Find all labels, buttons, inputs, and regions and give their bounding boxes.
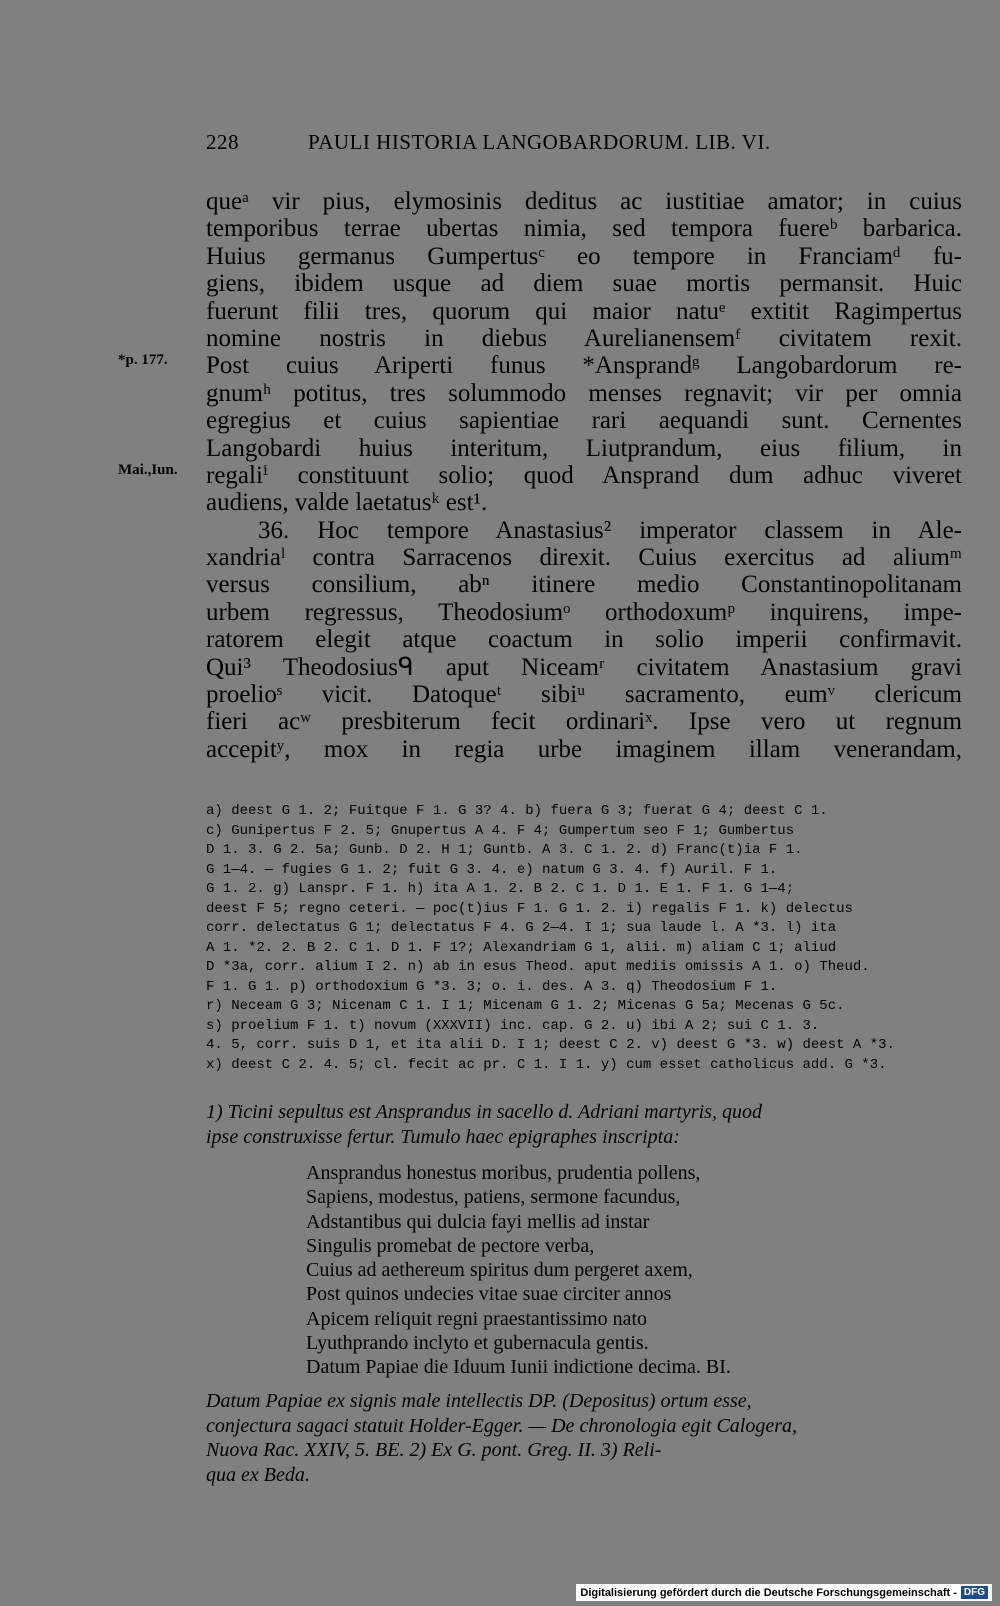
critical-apparatus (206, 802, 960, 1075)
text-line: 36. Hoc tempore Anastasius² imperator classem in Ale- (258, 516, 962, 544)
footnote-line: Datum Papiae ex signis male intellectis DP. (Depositus) ortum esse, (206, 1390, 752, 1412)
poem-line: Adstantibus qui dulcia fayi mellis ad instar (306, 1210, 650, 1233)
text-line: fieri acʷ presbiterum fecit ordinariˣ. Ipse vero ut regnum (206, 708, 962, 736)
footnote-line: 1) Ticini sepultus est Ansprandus in sacello d. Adriani martyris, quod (206, 1101, 762, 1123)
apparatus-line: D 1. 3. G 2. 5a; Gunb. D 2. H 1; Guntb. A 3. C 1. 2. d) Franc(t)ia F 1. (206, 842, 803, 858)
digitization-credit (576, 1584, 992, 1601)
text-line: giens, ibidem usque ad diem suae mortis permansit. Huic (206, 270, 962, 298)
apparatus-line: a) deest G 1. 2; Fuitque F 1. G 3? 4. b) fuera G 3; fuerat G 4; deest C 1. (206, 803, 828, 819)
poem-line: Cuius ad aethereum spiritus dum pergeret axem, (306, 1259, 693, 1282)
text-line: queᵃ vir pius, elymosinis deditus ac iustitiae amator; in cuius (206, 188, 962, 215)
apparatus-line: F 1. G 1. p) orthodoxium G *3. 3; o. i. des. A 3. q) Theodosium F 1. (206, 978, 778, 995)
text-line: Langobardi huius interitum, Liutprandum, eius filium, in (206, 434, 962, 462)
poem-line: Lyuthprando inclyto et gubernacula gentis. (306, 1332, 649, 1355)
poem-line: Post quinos undecies vitae suae circiter annos (306, 1283, 672, 1306)
apparatus-line: s) proelium F 1. t) novum (XXXVII) inc. cap. G 2. u) ibi A 2; sui C 1. 3. (206, 1017, 820, 1034)
apparatus-line: deest F 5; regno ceteri. — poc(t)ius F 1. G 1. 2. i) regalis F 1. k) delectus (206, 900, 853, 917)
poem-line: Ansprandus honestus moribus, prudentia pollens, (306, 1162, 701, 1184)
text-line: egregius et cuius sapientiae rari aequandi sunt. Cernentes (206, 407, 962, 435)
poem-line: Singulis promebat de pectore verba, (306, 1234, 595, 1257)
main-text (206, 188, 962, 763)
apparatus-line: G 1. 2. g) Lanspr. F 1. h) ita A 1. 2. B 2. C 1. D 1. E 1. F 1. G 1—4; (206, 881, 795, 897)
apparatus-line: r) Neceam G 3; Nicenam C 1. I 1; Micenam G 1. 2; Micenas G 5a; Mecenas G 5c. (206, 998, 845, 1014)
margin-note-date: Mai.,Iun. (118, 462, 178, 478)
dfg-logo-icon: DFG (961, 1586, 988, 1599)
poem-line: Sapiens, modestus, patiens, sermone facundus, (306, 1186, 681, 1209)
footnote-line: conjectura sagaci statuit Holder-Egger. — De chronologia egit Calogera, (206, 1414, 798, 1437)
text-line: Huius germanus Gumpertusᶜ eo tempore in Franciamᵈ fu- (206, 242, 962, 270)
footnote-line: Nuova Rac. XXIV, 5. BE. 2) Ex G. pont. Greg. II. 3) Reli- (206, 1439, 662, 1461)
text-line: ratorem elegit atque coactum in solio imperii confirmavit. (206, 626, 962, 654)
text-line: Post cuius Ariperti funus *Ansprandᵍ Langobardorum re- (206, 352, 962, 380)
apparatus-line: x) deest C 2. 4. 5; cl. fecit ac pr. C 1. I 1. y) cum esset catholicus add. G *3. (206, 1056, 887, 1073)
text-line: fuerunt filii tres, quorum qui maior natuᵉ extitit Ragimpertus (206, 297, 962, 325)
text-line: Qui³ Theodosiusᑫ aput Niceamʳ civitatem Anastasium gravi (206, 653, 962, 681)
text-line: urbem regressus, Theodosiumᵒ orthodoxumᵖ inquirens, impe- (206, 598, 962, 626)
footnote-line: ipse construxisse fertur. Tumulo haec epigraphes inscripta: (206, 1126, 680, 1148)
text-line: versus consilium, abⁿ itinere medio Constantinopolitanam (206, 571, 962, 599)
text-line: audiens, valde laetatusᵏ est¹. (206, 489, 488, 517)
poem-line: Datum Papiae die Iduum Iunii indictione decima. BI. (306, 1356, 731, 1379)
footnote-intro (206, 1100, 960, 1150)
text-line: nomine nostris in diebus Aurelianensemᶠ civitatem rexit. (206, 324, 962, 352)
page-number: 228 (206, 130, 239, 154)
apparatus-line: corr. delectatus G 1; delectatus F 4. G 2—4. I 1; sua laude l. A *3. l) ita (206, 920, 837, 936)
poem-line: Apicem reliquit regni praestantissimo nato (306, 1307, 648, 1330)
text-line: xandriaˡ contra Sarracenos direxit. Cuius exercitus ad aliumᵐ (206, 544, 962, 572)
epitaph-poem (306, 1161, 731, 1380)
running-title: PAULI HISTORIA LANGOBARDORUM. LIB. VI. (308, 130, 771, 154)
text-line: accepitʸ, mox in regia urbe imaginem illam venerandam, (206, 735, 962, 763)
text-line: temporibus terrae ubertas nimia, sed tempora fuereᵇ barbarica. (206, 215, 962, 243)
footnote-end (206, 1389, 960, 1487)
apparatus-line: D *3a, corr. alium I 2. n) ab in esus Theod. aput mediis omissis A 1. o) Theud. (206, 959, 870, 975)
apparatus-line: G 1—4. — fugies G 1. 2; fuit G 3. 4. e) natum G 3. 4. f) Auril. F 1. (206, 861, 778, 878)
footnote-line: qua ex Beda. (206, 1463, 310, 1486)
apparatus-line: A 1. *2. 2. B 2. C 1. D 1. F 1?; Alexandriam G 1, alii. m) aliam C 1; aliud (206, 939, 837, 956)
margin-note-page: *p. 177. (118, 352, 168, 368)
text-line: regaliⁱ constituunt solio; quod Ansprand dum adhuc viveret (206, 461, 962, 489)
text-line: proelioˢ vicit. Datoqueᵗ sibiᵘ sacramento, eumᵛ clericum (206, 681, 962, 709)
apparatus-line: c) Gunipertus F 2. 5; Gnupertus A 4. F 4; Gumpertum seo F 1; Gumbertus (206, 822, 795, 839)
apparatus-line: 4. 5, corr. suis D 1, et ita alii D. I 1; deest C 2. v) deest G *3. w) deest A *3. (206, 1037, 895, 1053)
text-line: gnumʰ potitus, tres solummodo menses regnavit; vir per omnia (206, 379, 962, 407)
credit-text: Digitalisierung gefördert durch die Deutsche Forschungsgemeinschaft - (580, 1586, 957, 1599)
